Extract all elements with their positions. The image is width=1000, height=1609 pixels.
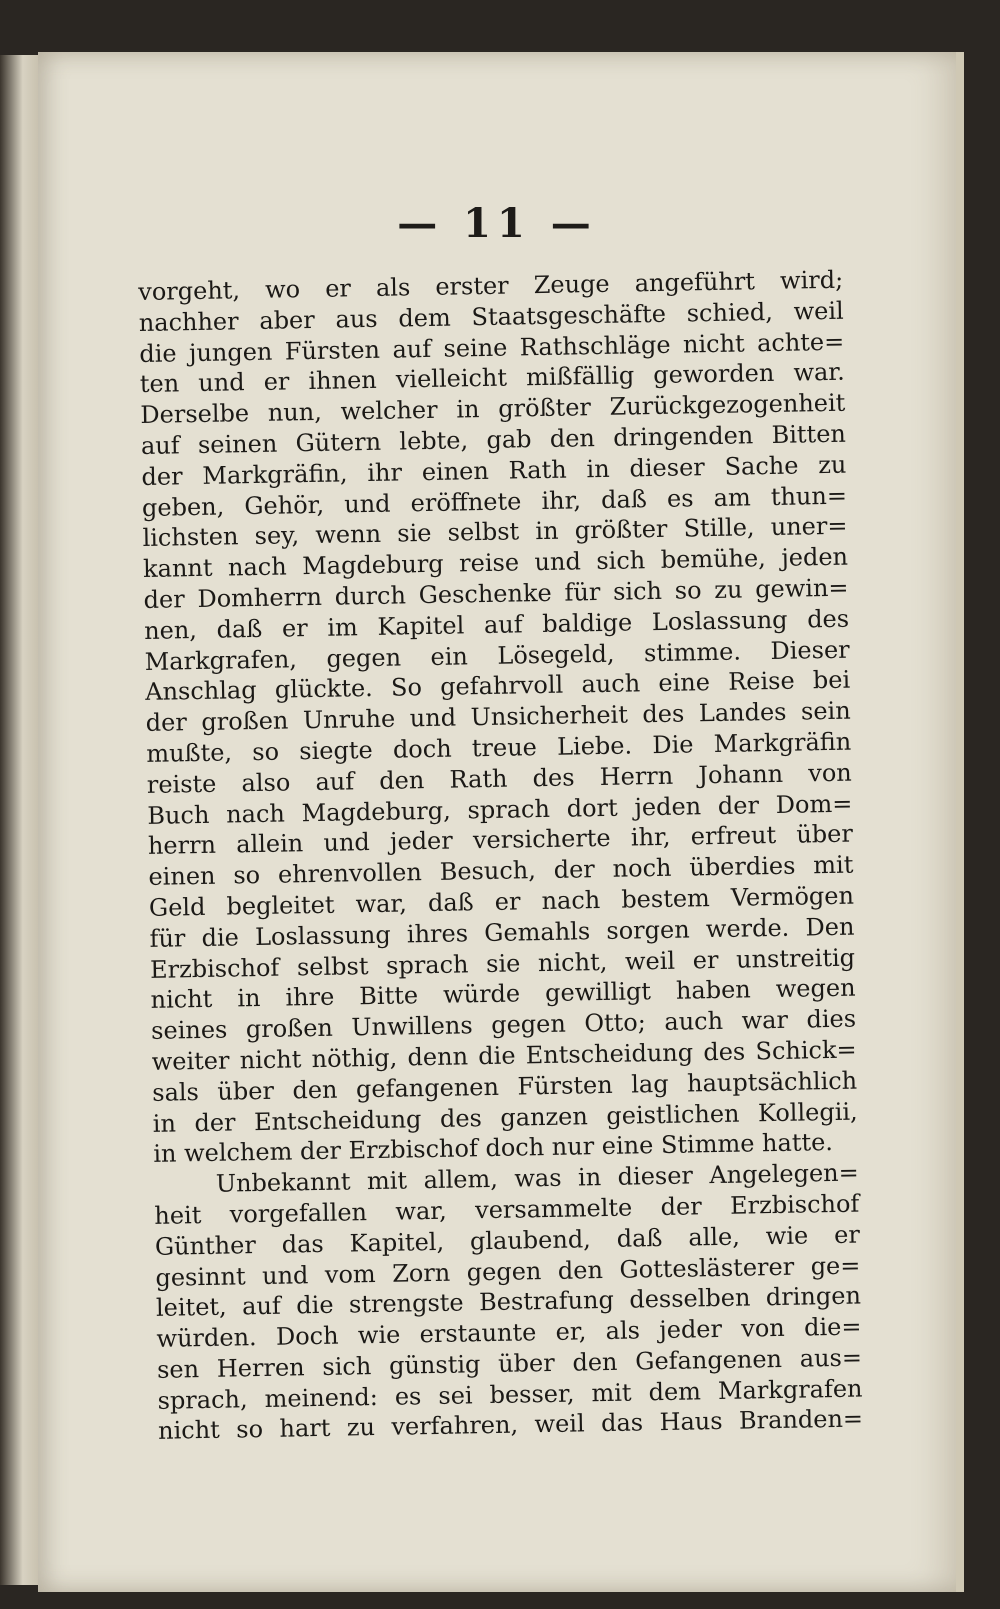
text-line: gesinnt und vom Zorn gegen den Gotteslästerer ge= [155,1251,861,1292]
text-line: der großen Unruhe und Unsicherheit des Landes sein [145,696,851,738]
text-line: nicht so hart zu verfahren, weil das Haus Branden= [157,1405,864,1446]
text-line: vorgeht, wo er als erster Zeuge angeführt wird; [138,265,844,306]
text-line: kannt nach Magdeburg reise und sich bemühe, jeden [142,542,849,584]
text-line: sprach, meinend: es sei besser, mit dem Markgrafen [157,1374,863,1415]
text-line: seines großen Unwillens gegen Otto; auch war dies [150,1004,857,1046]
text-line: Derselbe nun, welcher in größter Zurückgezogenheit [140,388,846,430]
text-line: heit vorgefallen war, versammelte der Erzbischof [154,1189,860,1230]
text-line: weiter nicht nöthig, denn die Entscheidung des Schick= [151,1035,857,1076]
text-line: Anschlag glückte. So gefahrvoll auch eine Reise bei [145,665,851,707]
text-line: die jungen Fürsten auf seine Rathschläge nicht achte= [139,327,845,368]
text-line: Buch nach Magdeburg, sprach dort jeden der Dom= [147,789,853,830]
book-page [38,52,964,1592]
text-line: Markgrafen, gegen ein Lösegeld, stimme. Dieser [144,635,850,676]
text-line: Unbekannt mit allem, was in dieser Angelegen= [215,1158,859,1198]
text-line: herrn allein und jeder versicherte ihr, erfreut über [147,819,854,861]
text-line: Günther das Kapitel, glaubend, daß alle, wie er [154,1220,861,1261]
text-line: auf seinen Gütern lebte, gab den dringenden Bitten [140,419,847,460]
text-line: reiste also auf den Rath des Herrn Johann von [146,758,852,799]
text-line: leitet, auf die strengste Bestrafung desselben dringen [155,1281,862,1323]
text-line: mußte, so siegte doch treue Liebe. Die Markgräfin [146,727,852,768]
text-line: Erzbischof selbst sprach sie nicht, weil er unstreitig [149,943,856,984]
text-line: nen, daß er im Kapitel auf baldige Loslassung des [143,604,850,645]
text-line: für die Loslassung ihres Gemahls sorgen werde. Den [149,912,855,953]
text-line: Geld begleitet war, daß er nach bestem Vermögen [148,881,855,922]
text-line: lichsten sey, wenn sie selbst in größter Stille, uner= [142,512,848,553]
text-line: in welchem der Erzbischof doch nur eine Stimme hatte. [153,1128,834,1169]
text-line: sals über den gefangenen Fürsten lag hauptsächlich [151,1066,858,1107]
text-line: nicht in ihre Bitte würde gewilligt haben wegen [150,973,856,1015]
text-line: einen so ehrenvollen Besuch, der noch überdies mit [148,850,854,892]
text-line: sen Herren sich günstig über den Gefangenen aus= [156,1343,863,1384]
text-line: nachher aber aus dem Staatsgeschäfte schied, weil [138,296,844,337]
text-line: der Markgräfin, ihr einen Rath in dieser Sache zu [141,450,847,491]
text-line: ten und er ihnen vielleicht mißfällig geworden war. [139,358,846,399]
left-page-edge [0,55,38,1585]
text-line: der Domherrn durch Geschenke für sich so zu gewin= [143,573,849,614]
body-text [138,265,863,1447]
page-number: — 11 — [397,200,597,247]
text-line: geben, Gehör, und eröffnete ihr, daß es am thun= [141,481,848,522]
text-line: in der Entscheidung des ganzen geistlichen Kollegii, [152,1097,858,1138]
text-line: würden. Doch wie erstaunte er, als jeder von die= [156,1312,862,1353]
